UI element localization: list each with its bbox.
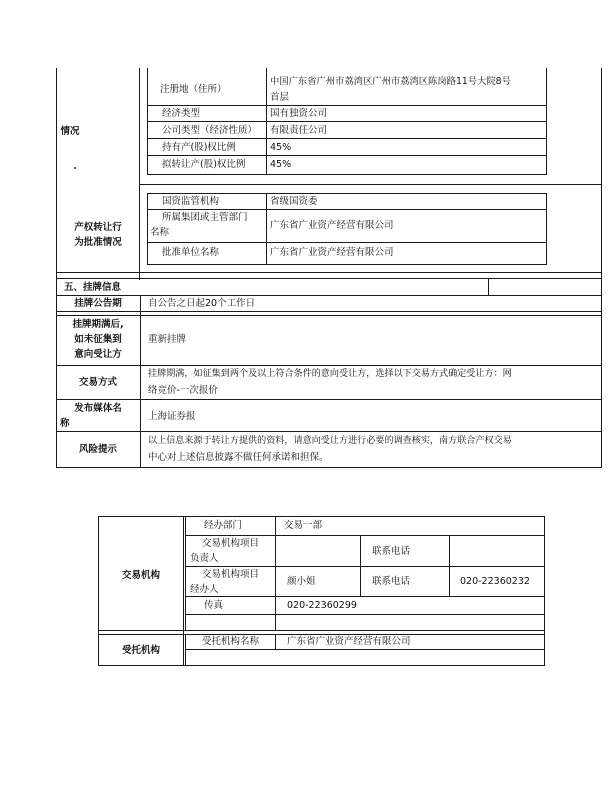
handler-phone-label: 联系电话 [372,576,411,587]
listing-section-title: 五、挂牌信息 [64,282,122,293]
dept-value: 交易一部 [284,520,323,531]
handler-label-line2: 经办人 [190,584,219,595]
exchange-section-label: 交易机构 [121,570,160,581]
entrusted-section-label: 受托机构 [121,645,160,656]
group-value: 广东省广业资产经营有限公司 [270,220,394,231]
registered-address-value-line1: 中国广东省广州市荔湾区广州市荔湾区陈岗路11号大院8号 [270,76,511,87]
company-type-label: 公司类型（经济性质） [162,125,258,136]
project-head-label-line1: 交易机构项目 [202,538,260,549]
handler-label-line1: 交易机构项目 [202,569,260,580]
trading-method-value-line2: 络竞价-一次报价 [148,385,218,396]
section-label-situation: 情况 [60,126,80,137]
fax-label: 传真 [204,600,224,611]
handler-phone: 020-22360232 [460,576,530,587]
transfer-equity-ratio-label: 拟转让产(股)权比例 [162,159,246,170]
transfer-equity-ratio-value: 45% [270,159,292,170]
project-head-phone-label: 联系电话 [372,546,411,557]
fax-value: 020-22360299 [287,600,357,611]
approval-section-label-line2: 为批准情况 [74,237,122,248]
held-equity-ratio-value: 45% [270,142,292,153]
economic-type-label: 经济类型 [162,108,201,119]
company-type-value: 有限责任公司 [270,125,328,136]
media-value: 上海证券报 [148,411,196,422]
approving-unit-label: 批准单位名称 [162,247,220,258]
registered-address-value-line2: 首层 [270,92,290,103]
approving-unit-value: 广东省广业资产经营有限公司 [270,247,394,258]
trading-method-label: 交易方式 [78,377,117,388]
project-head-label-line2: 负责人 [190,553,219,564]
no-buyer-value: 重新挂牌 [148,334,187,345]
risk-warning-value-line2: 中心对上述信息披露不做任何承诺和担保。 [148,452,329,463]
no-buyer-label-line1: 挂牌期满后, [72,319,124,330]
no-buyer-label-line2: 如未征集到 [74,334,122,345]
economic-type-value: 国有独资公司 [270,108,328,119]
handler-name: 颜小姐 [287,576,316,587]
announcement-period-label: 挂牌公告期 [74,298,122,309]
no-buyer-label-line3: 意向受让方 [74,349,122,360]
risk-warning-value-line1: 以上信息来源于转让方提供的资料，请意向受让方进行必要的调查核实，南方联合产权交易 [148,436,512,446]
group-label-line1: 所属集团或主管部门 [162,212,248,223]
media-label-line1: 发布媒体名 [74,403,122,414]
registered-address-label: 注册地（住所） [160,84,227,95]
regulator-value: 省级国资委 [270,196,318,207]
dept-label: 经办部门 [204,520,243,531]
regulator-label: 国资监管机构 [162,196,220,207]
media-label-line2: 称 [60,418,70,429]
announcement-period-value: 自公告之日起20个工作日 [148,298,256,309]
trading-method-value-line1: 挂牌期满，如征集到两个及以上符合条件的意向受让方，选择以下交易方式确定受让方：网 [148,369,512,379]
group-label-line2: 名称 [150,227,170,238]
held-equity-ratio-label: 持有产(股)权比例 [162,142,236,153]
approval-section-label-line1: 产权转让行 [74,222,122,233]
scan-speck [74,167,76,169]
entrusted-name-value: 广东省广业资产经营有限公司 [287,636,411,647]
risk-warning-label: 风险提示 [78,444,117,455]
entrusted-name-label: 受托机构名称 [202,636,260,647]
